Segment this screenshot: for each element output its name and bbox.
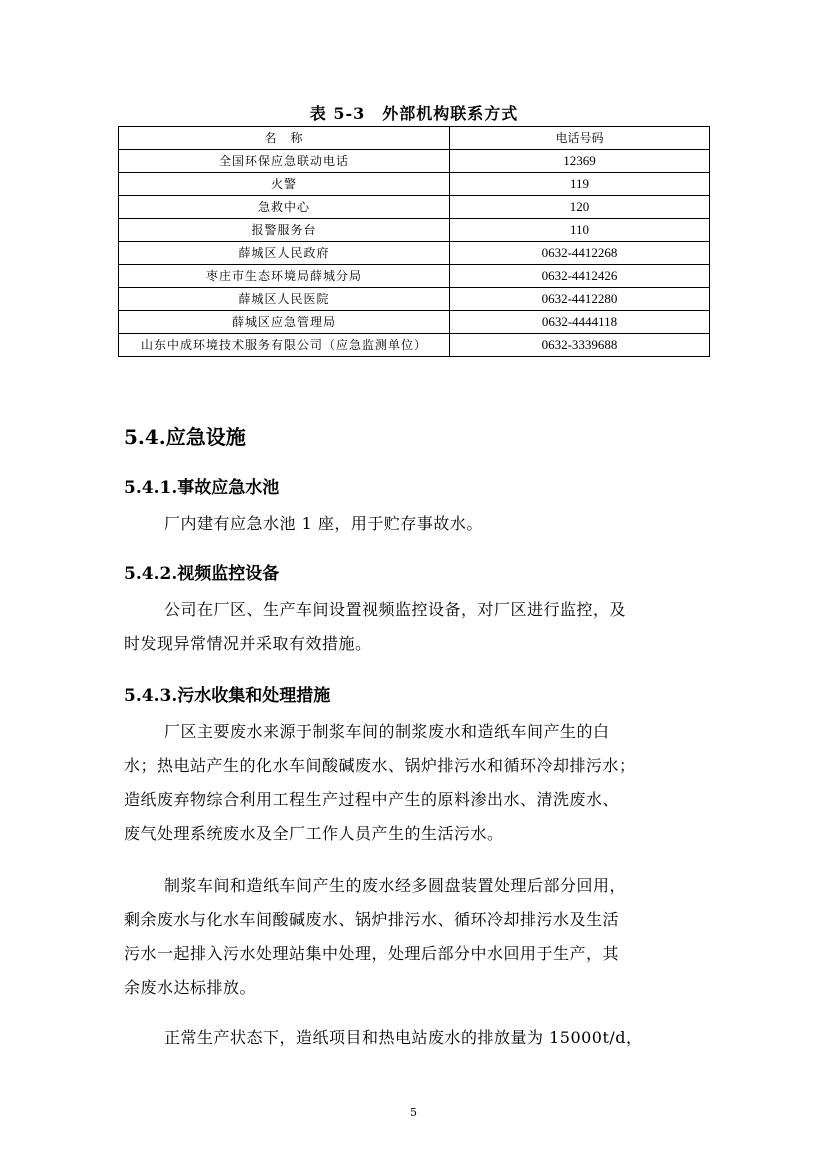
section-heading: 5.4.应急设施: [124, 425, 246, 449]
table-row: [119, 196, 710, 219]
org-phone: 0632-4412426: [450, 265, 710, 288]
subsection-heading-wastewater: 5.4.3.污水收集和处理措施: [124, 686, 331, 706]
contacts-table: [118, 126, 710, 357]
header-name: 名 称: [119, 127, 450, 150]
org-phone: 0632-4412280: [450, 288, 710, 311]
org-name: 全国环保应急联动电话: [119, 150, 450, 173]
table-row: [119, 242, 710, 265]
paragraph-wastewater-sources: [124, 715, 704, 851]
paragraph-discharge: [124, 1021, 704, 1055]
text-line: 污水一起排入污水处理站集中处理，处理后部分中水回用于生产，其: [124, 944, 620, 963]
org-phone: 110: [450, 219, 710, 242]
text-line: 厂内建有应急水池 1 座，用于贮存事故水。: [164, 514, 483, 533]
table-row: [119, 173, 710, 196]
org-phone: 119: [450, 173, 710, 196]
text-line: 废气处理系统废水及全厂工作人员产生的生活污水。: [124, 824, 504, 843]
text-line: 正常生产状态下，造纸项目和热电站废水的排放量为 15000t/d，: [164, 1028, 643, 1047]
text-line: 水；热电站产生的化水车间酸碱废水、锅炉排污水和循环冷却排污水；: [124, 756, 636, 775]
org-phone: 0632-3339688: [450, 334, 710, 357]
table-row: [119, 288, 710, 311]
org-name: 火警: [119, 173, 450, 196]
org-name: 薛城区人民医院: [119, 288, 450, 311]
org-phone: 120: [450, 196, 710, 219]
paragraph-wastewater-treatment: [124, 869, 704, 1005]
table-header-row: [119, 127, 710, 150]
org-name: 报警服务台: [119, 219, 450, 242]
org-name: 枣庄市生态环境局薛城分局: [119, 265, 450, 288]
org-phone: 0632-4444118: [450, 311, 710, 334]
text-line: 时发现异常情况并采取有效措施。: [124, 634, 372, 653]
table-row: [119, 334, 710, 357]
text-line: 制浆车间和造纸车间产生的废水经多圆盘装置处理后部分回用，: [164, 876, 627, 895]
org-phone: 0632-4412268: [450, 242, 710, 265]
org-name: 薛城区人民政府: [119, 242, 450, 265]
table-row: [119, 150, 710, 173]
org-name: 山东中成环境技术服务有限公司（应急监测单位）: [119, 334, 450, 357]
header-phone: 电话号码: [450, 127, 710, 150]
paragraph-video: [124, 593, 704, 661]
org-name: 急救中心: [119, 196, 450, 219]
text-line: 造纸废弃物综合利用工程生产过程中产生的原料渗出水、清洗废水、: [124, 790, 620, 809]
table-caption: 表 5-3 外部机构联系方式: [309, 104, 519, 123]
subsection-heading-video: 5.4.2.视频监控设备: [124, 564, 280, 584]
table-row: [119, 311, 710, 334]
org-name: 薛城区应急管理局: [119, 311, 450, 334]
text-line: 剩余废水与化水车间酸碱废水、锅炉排污水、循环冷却排污水及生活: [124, 910, 620, 929]
text-line: 公司在厂区、生产车间设置视频监控设备，对厂区进行监控，及: [164, 600, 627, 619]
text-line: 厂区主要废水来源于制浆车间的制浆废水和造纸车间产生的白: [164, 722, 610, 741]
org-phone: 12369: [450, 150, 710, 173]
table-row: [119, 219, 710, 242]
page-number: 5: [410, 1106, 417, 1119]
table-row: [119, 265, 710, 288]
text-line: 余废水达标排放。: [124, 978, 257, 997]
paragraph-pool: [124, 507, 704, 541]
subsection-heading-pool: 5.4.1.事故应急水池: [124, 478, 280, 498]
